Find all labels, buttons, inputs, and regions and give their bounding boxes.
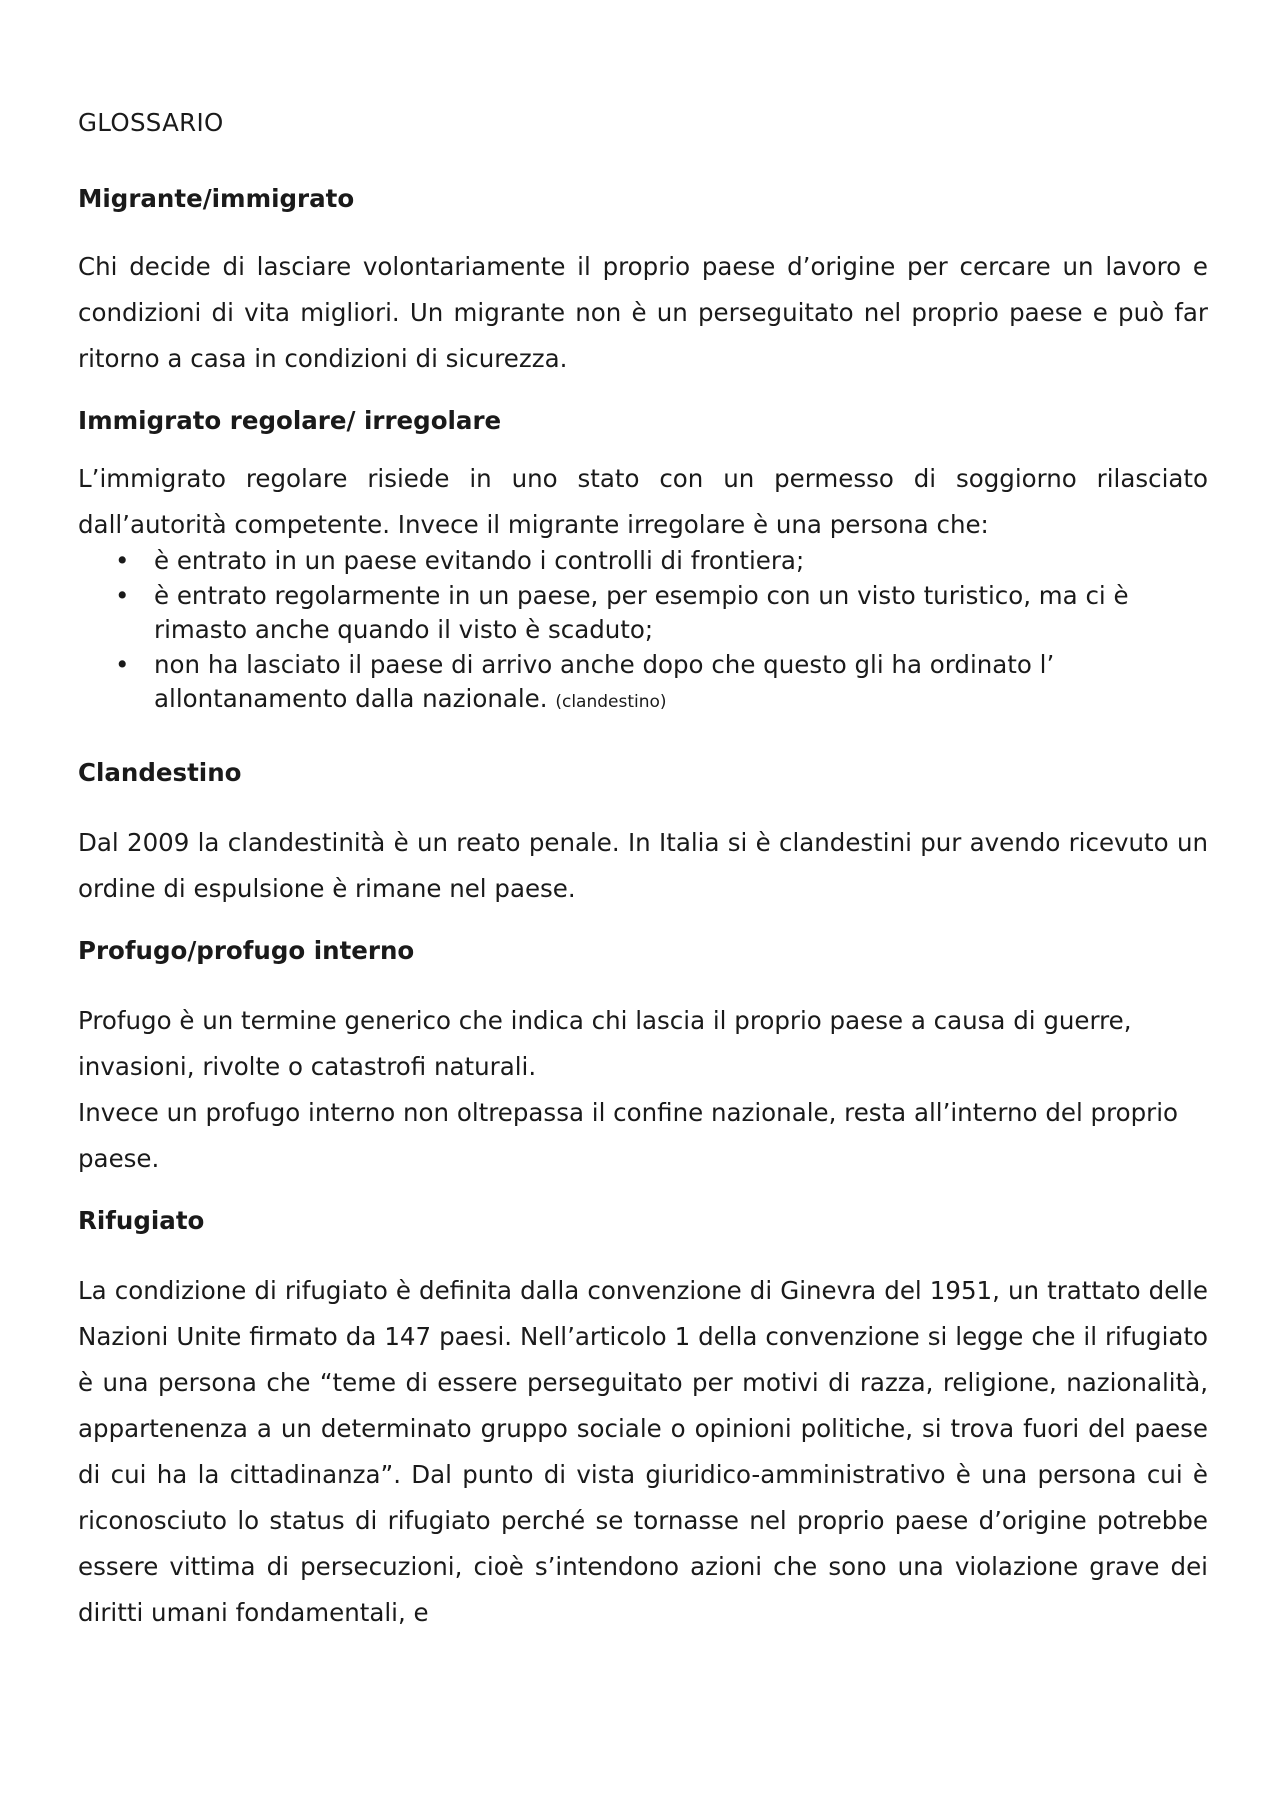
term-heading-immigrato-regolare: Immigrato regolare/ irregolare xyxy=(78,406,502,435)
term-heading-migrante: Migrante/immigrato xyxy=(78,184,355,213)
definition-profugo-line1: Profugo è un termine generico che indica chi lascia il proprio paese a causa di guerre, invasioni, rivolte o catastrofi naturali. xyxy=(78,1005,1132,1081)
irregular-migrant-list xyxy=(78,544,1208,720)
list-item-text: è entrato regolarmente in un paese, per esempio con un visto turistico, ma ci è rimasto anche quando il visto è scaduto; xyxy=(154,580,1129,644)
definition-clandestino: Dal 2009 la clandestinità è un reato penale. In Italia si è clandestini pur avendo ricevuto un ordine di espulsione è rimane nel paese. xyxy=(78,827,1208,903)
term-heading-clandestino: Clandestino xyxy=(78,757,242,787)
list-item-text: è entrato in un paese evitando i controlli di frontiera; xyxy=(154,546,805,575)
term-heading-profugo: Profugo/profugo interno xyxy=(78,935,415,965)
bullet-icon: • xyxy=(115,580,130,610)
bullet-icon: • xyxy=(115,546,130,575)
list-item-text: non ha lasciato il paese di arrivo anche dopo che questo gli ha ordinato l’ allontanamento dalla nazionale. xyxy=(154,649,1055,713)
definition-profugo-line2: Invece un profugo interno non oltrepassa il confine nazionale, resta all’interno del proprio paese. xyxy=(78,1097,1179,1173)
list-item xyxy=(78,579,1208,648)
bullet-icon: • xyxy=(115,649,130,679)
list-item xyxy=(78,648,1208,720)
bullet-note: (clandestino) xyxy=(555,692,667,712)
list-item xyxy=(78,544,1208,579)
term-heading-rifugiato: Rifugiato xyxy=(78,1205,205,1235)
document-page xyxy=(78,106,1208,1636)
definition-immigrato-regolare: L’immigrato regolare risiede in uno stato con un permesso di soggiorno rilasciato dall’autorità competente. Invece il migrante irregolare è una persona che: xyxy=(78,464,1208,539)
definition-migrante: Chi decide di lasciare volontariamente il proprio paese d’origine per cercare un lavoro e condizioni di vita migliori. Un migrante non è un perseguitato nel proprio paese e può far ritorno a casa in condizioni di sicurezza. xyxy=(78,252,1208,373)
document-title: GLOSSARIO xyxy=(78,108,224,137)
definition-rifugiato: La condizione di rifugiato è definita dalla convenzione di Ginevra del 1951, un trattato delle Nazioni Unite firmato da 147 paesi. Nell’articolo 1 della convenzione si legge che il rifugiato è una persona che “teme di essere perseguitato per motivi di razza, religione, nazionalità, appartenenza a un determinato gruppo sociale o opinioni politiche, si trova fuori del paese di cui ha la cittadinanza”. Dal punto di vista giuridico-amministrativo è una persona cui è riconosciuto lo status di rifugiato perché se tornasse nel proprio paese d’origine potrebbe essere vittima di persecuzioni, cioè s’intendono azioni che sono una violazione grave dei diritti umani fondamentali, e xyxy=(78,1275,1208,1627)
definition-profugo xyxy=(78,998,1208,1182)
